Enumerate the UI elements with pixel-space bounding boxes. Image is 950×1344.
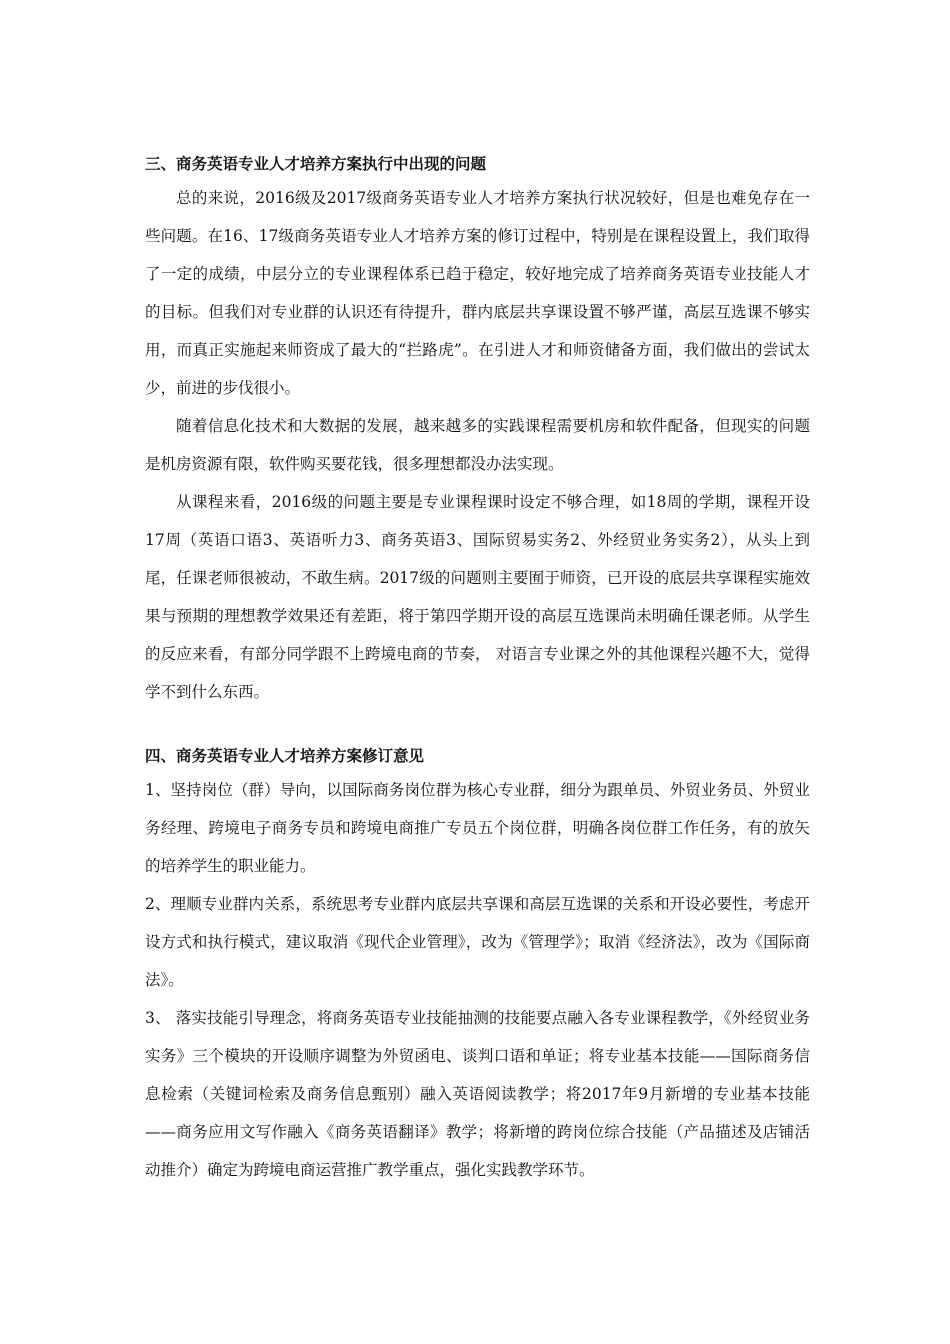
section-4-heading: 四、商务英语专业人才培养方案修订意见 xyxy=(145,747,425,765)
section-spacer xyxy=(145,711,810,741)
section-4-item-1: 1、坚持岗位（群）导向，以国际商务岗位群为核心专业群，细分为跟单员、外贸业务员、外贸业务经理、跨境电子商务专员和跨境电商推广专员五个岗位群，明确各岗位群工作任务，有的放矢的培养学生的职业能力。 xyxy=(145,781,810,875)
section-3-paragraph-1: 总的来说，2016级及2017级商务英语专业人才培养方案执行状况较好，但是也难免存在一些问题。在16、17级商务英语专业人才培养方案的修订过程中，特别是在课程设置上，我们取得了一定的成绩，中层分立的专业课程体系已趋于稳定，较好地完成了培养商务英语专业技能人才的目标。但我们对专业群的认识还有待提升，群内底层共享课设置不够严谨，高层互选课不够实用，而真正实施起来师资成了最大的“拦路虎”。在引进人才和师资储备方面，我们做出的尝试太少，前进的步伐很小。 xyxy=(145,189,810,397)
document-body xyxy=(145,149,810,1189)
section-4-item-3: 3、 落实技能引导理念，将商务英语专业技能抽测的技能要点融入各专业课程教学，《外经贸业务实务》三个模块的开设顺序调整为外贸函电、谈判口语和单证；将专业基本技能——国际商务信息检索（关键词检索及商务信息甄别）融入英语阅读教学；将2017年9月新增的专业基本技能——商务应用文写作融入《商务英语翻译》教学；将新增的跨岗位综合技能（产品描述及店铺活动推介）确定为跨境电商运营推广教学重点，强化实践教学环节。 xyxy=(145,1009,810,1179)
section-3-paragraph-2: 随着信息化技术和大数据的发展，越来越多的实践课程需要机房和软件配备，但现实的问题是机房资源有限，软件购买要花钱，很多理想都没办法实现。 xyxy=(145,417,810,473)
section-3-heading: 三、商务英语专业人才培养方案执行中出现的问题 xyxy=(145,155,487,173)
section-4-item-2: 2、理顺专业群内关系，系统思考专业群内底层共享课和高层互选课的关系和开设必要性，考虑开设方式和执行模式，建议取消《现代企业管理》，改为《管理学》；取消《经济法》，改为《国际商法》。 xyxy=(145,895,810,989)
section-3-paragraph-3: 从课程来看，2016级的问题主要是专业课程课时设定不够合理，如18周的学期，课程开设17周（英语口语3、英语听力3、商务英语3、国际贸易实务2、外经贸业务实务2），从头上到尾，任课老师很被动，不敢生病。2017级的问题则主要囿于师资，已开设的底层共享课程实施效果与预期的理想教学效果还有差距，将于第四学期开设的高层互选课尚未明确任课老师。从学生的反应来看，有部分同学跟不上跨境电商的节奏， 对语言专业课之外的其他课程兴趣不大，觉得学不到什么东西。 xyxy=(145,493,810,701)
